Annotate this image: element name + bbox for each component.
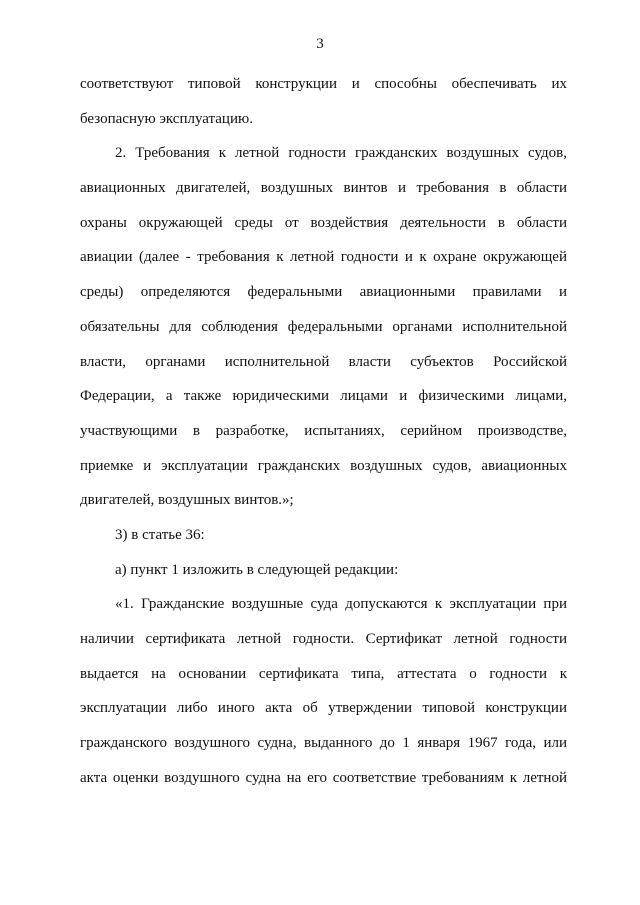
text-line: участвующими в разработке, испытаниях, серийном производстве,: [80, 422, 567, 439]
text-line: безопасную эксплуатацию.: [80, 110, 253, 127]
document-body: [80, 74, 567, 802]
text-line: авиации (далее - требования к летной годности и к охране окружающей: [80, 249, 567, 266]
text-line: Федерации, а также юридическими лицами и физическими лицами,: [80, 388, 567, 405]
text-line: двигателей, воздушных винтов.»;: [80, 492, 294, 509]
text-line: гражданского воздушного судна, выданного до 1 января 1967 года, или: [80, 735, 567, 752]
text-line: наличии сертификата летной годности. Сертификат летной годности: [80, 631, 567, 647]
text-line: соответствуют типовой конструкции и способны обеспечивать их: [80, 76, 567, 92]
text-line: приемке и эксплуатации гражданских воздушных судов, авиационных: [80, 457, 567, 474]
text-line: обязательны для соблюдения федеральными органами исполнительной: [80, 318, 567, 335]
text-line: выдается на основании сертификата типа, аттестата о годности к: [80, 665, 567, 682]
text-line: авиационных двигателей, воздушных винтов и требования в области: [80, 180, 567, 197]
text-line: среды) определяются федеральными авиационными правилами и: [80, 284, 567, 301]
text-line: 2. Требования к летной годности гражданских воздушных судов,: [115, 145, 567, 162]
text-line: власти, органами исполнительной власти субъектов Российской: [80, 353, 567, 370]
text-line: акта оценки воздушного судна на его соответствие требованиям к летной: [80, 769, 567, 786]
text-line: охраны окружающей среды от воздействия деятельности в области: [80, 214, 567, 231]
text-line: «1. Гражданские воздушные суда допускаются к эксплуатации при: [115, 596, 567, 613]
text-line: эксплуатации либо иного акта об утверждении типовой конструкции: [80, 700, 567, 717]
text-line: а) пункт 1 изложить в следующей редакции:: [115, 561, 399, 578]
text-line: 3) в статье 36:: [115, 526, 205, 543]
page-number: 3: [316, 36, 324, 52]
